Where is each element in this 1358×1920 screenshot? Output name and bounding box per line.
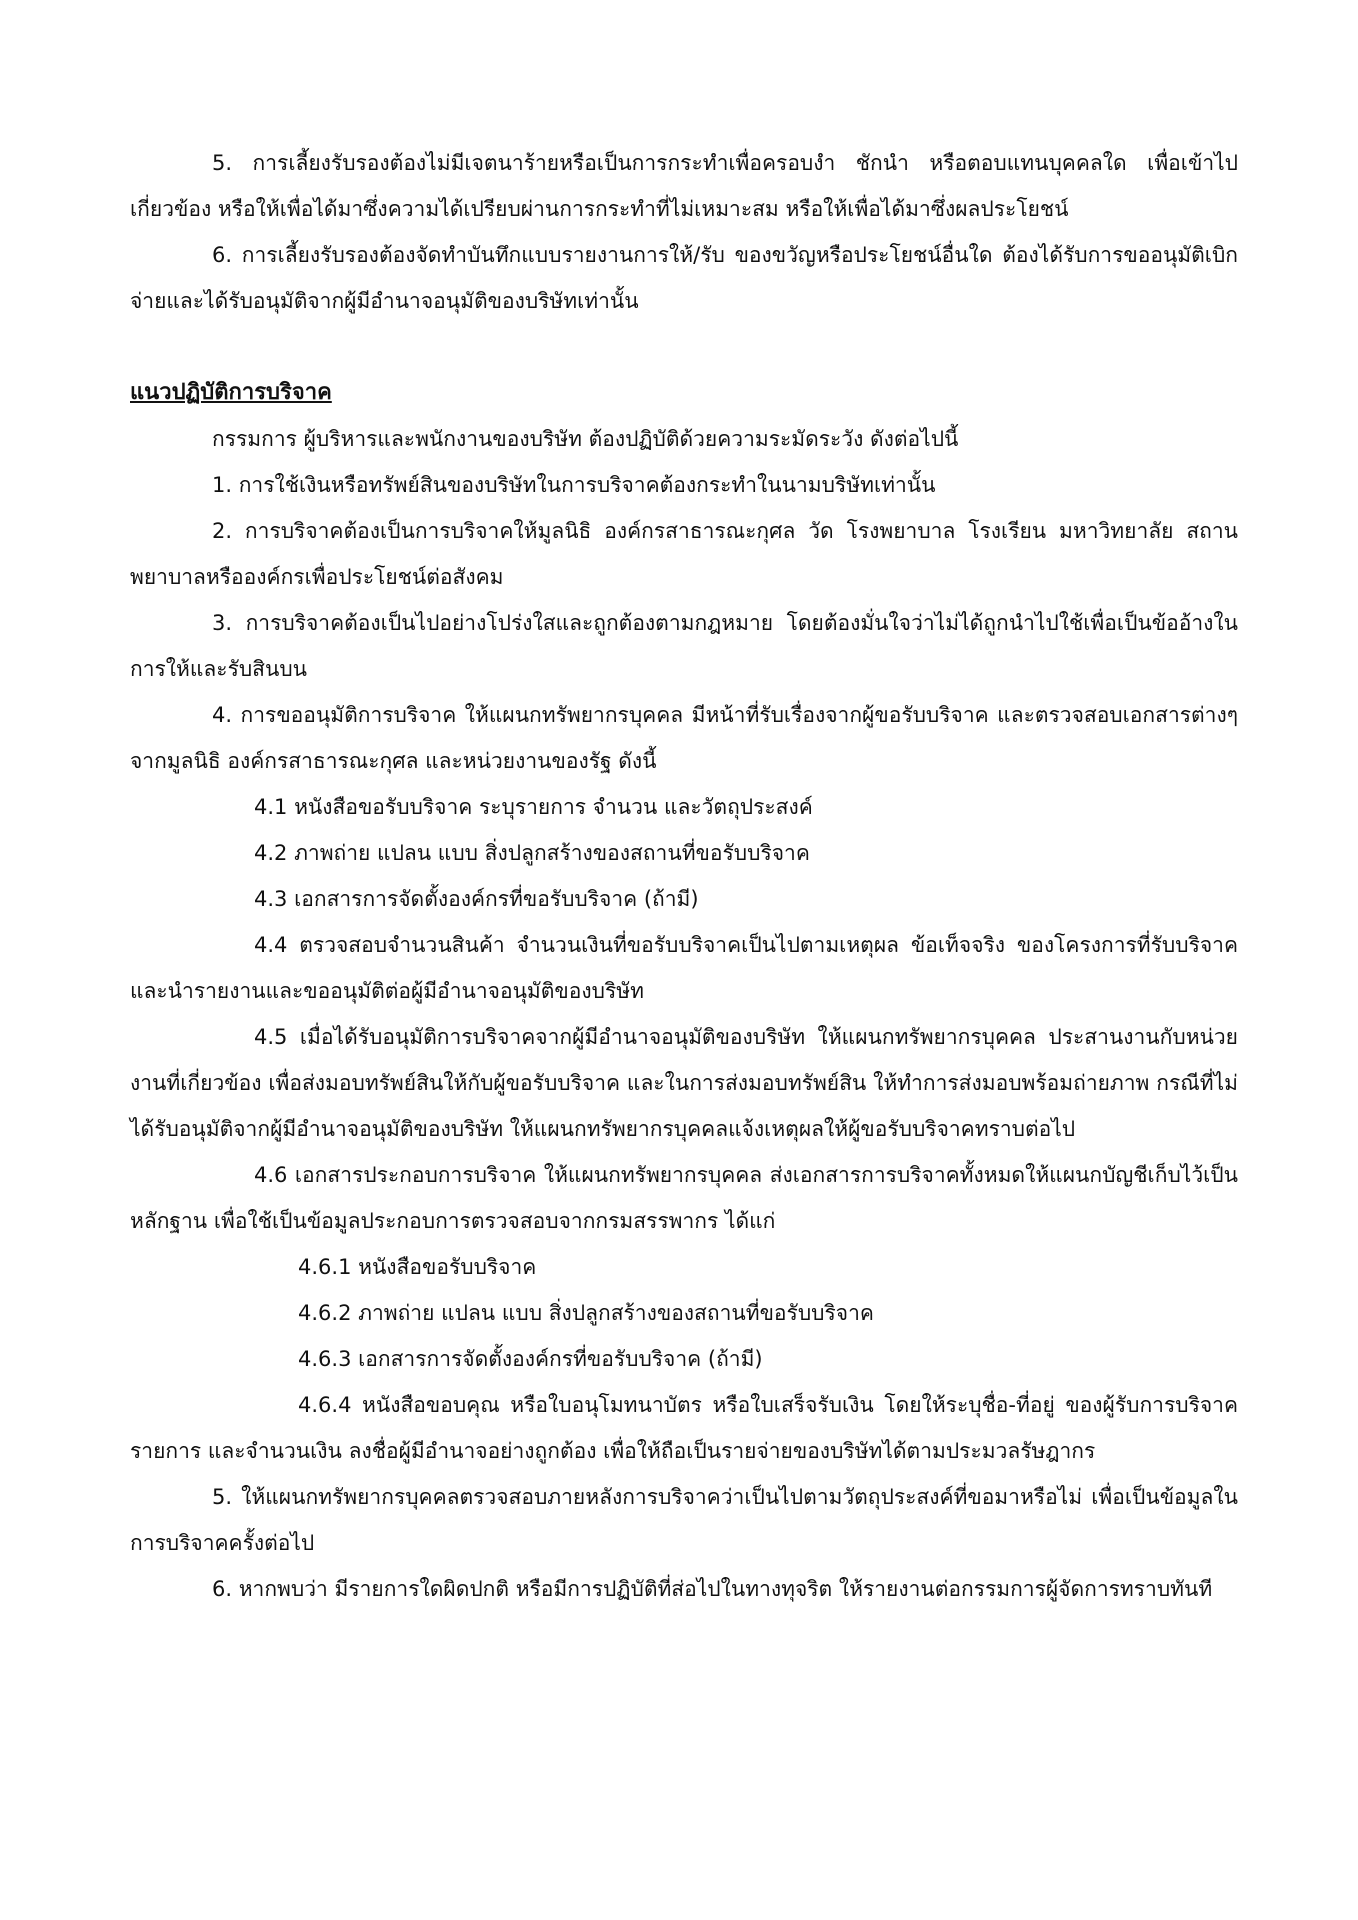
donation-item-6: 6. หากพบว่า มีรายการใดผิดปกติ หรือมีการปฏิบัติที่ส่อไปในทางทุจริต ให้รายงานต่อกรรมการผู้จัดการทราบทันที <box>212 1577 1213 1601</box>
donation-item-4-4: 4.4 ตรวจสอบจำนวนสินค้า จำนวนเงินที่ขอรับบริจาคเป็นไปตามเหตุผล ข้อเท็จจริง ของโครงการที่รับบริจาคและนำรายงานและขออนุมัติต่อผู้มีอำนาจอนุมัติของบริษัท <box>130 933 1238 1003</box>
section-gap <box>130 324 1238 370</box>
donation-item-4-6-4: 4.6.4 หนังสือขอบคุณ หรือใบอนุโมทนาบัตร หรือใบเสร็จรับเงิน โดยให้ระบุชื่อ-ที่อยู่ ของผู้รับการบริจาค รายการ และจำนวนเงิน ลงชื่อผู้มีอำนาจอย่างถูกต้อง เพื่อให้ถือเป็นรายจ่ายของบริษัทได้ตามประมวลรัษฎากร <box>130 1393 1238 1463</box>
donation-item-2: 2. การบริจาคต้องเป็นการบริจาคให้มูลนิธิ องค์กรสาธารณะกุศล วัด โรงพยาบาล โรงเรียน มหาวิทยาลัย สถานพยาบาลหรือองค์กรเพื่อประโยชน์ต่อสังคม <box>130 519 1238 589</box>
document-page <box>130 140 1238 1612</box>
donation-item-4-5: 4.5 เมื่อได้รับอนุมัติการบริจาคจากผู้มีอำนาจอนุมัติของบริษัท ให้แผนกทรัพยากรบุคคล ประสานงานกับหน่วยงานที่เกี่ยวข้อง เพื่อส่งมอบทรัพย์สินให้กับผู้ขอรับบริจาค และในการส่งมอบทรัพย์สิน ให้ทำการส่งมอบพร้อมถ่ายภาพ กรณีที่ไม่ได้รับอนุมัติจากผู้มีอำนาจอนุมัติของบริษัท ให้แผนกทรัพยากรบุคคลแจ้งเหตุผลให้ผู้ขอรับบริจาคทราบต่อไป <box>130 1025 1238 1141</box>
donation-item-4-3: 4.3 เอกสารการจัดตั้งองค์กรที่ขอรับบริจาค (ถ้ามี) <box>254 887 699 911</box>
donation-item-3: 3. การบริจาคต้องเป็นไปอย่างโปร่งใสและถูกต้องตามกฎหมาย โดยต้องมั่นใจว่าไม่ได้ถูกนำไปใช้เพื่อเป็นข้ออ้างในการให้และรับสินบน <box>130 611 1238 681</box>
hospitality-item-6: 6. การเลี้ยงรับรองต้องจัดทำบันทึกแบบรายงานการให้/รับ ของขวัญหรือประโยชน์อื่นใด ต้องได้รับการขออนุมัติเบิกจ่ายและได้รับอนุมัติจากผู้มีอำนาจอนุมัติของบริษัทเท่านั้น <box>130 243 1238 313</box>
donation-item-5: 5. ให้แผนกทรัพยากรบุคคลตรวจสอบภายหลังการบริจาคว่าเป็นไปตามวัตถุประสงค์ที่ขอมาหรือไม่ เพื่อเป็นข้อมูลในการบริจาคครั้งต่อไป <box>130 1485 1238 1555</box>
donation-item-4: 4. การขออนุมัติการบริจาค ให้แผนกทรัพยากรบุคคล มีหน้าที่รับเรื่องจากผู้ขอรับบริจาค และตรวจสอบเอกสารต่างๆ จากมูลนิธิ องค์กรสาธารณะกุศล และหน่วยงานของรัฐ ดังนี้ <box>130 703 1238 773</box>
donation-item-4-6: 4.6 เอกสารประกอบการบริจาค ให้แผนกทรัพยากรบุคคล ส่งเอกสารการบริจาคทั้งหมดให้แผนกบัญชีเก็บไว้เป็นหลักฐาน เพื่อใช้เป็นข้อมูลประกอบการตรวจสอบจากกรมสรรพากร ได้แก่ <box>130 1163 1238 1233</box>
hospitality-item-5: 5. การเลี้ยงรับรองต้องไม่มีเจตนาร้ายหรือเป็นการกระทำเพื่อครอบงำ ชักนำ หรือตอบแทนบุคคลใด เพื่อเข้าไปเกี่ยวข้อง หรือให้เพื่อได้มาซึ่งความได้เปรียบผ่านการกระทำที่ไม่เหมาะสม หรือให้เพื่อได้มาซึ่งผลประโยชน์ <box>130 151 1238 221</box>
donation-item-4-6-1: 4.6.1 หนังสือขอรับบริจาค <box>298 1255 537 1279</box>
donation-item-1: 1. การใช้เงินหรือทรัพย์สินของบริษัทในการบริจาคต้องกระทำในนามบริษัทเท่านั้น <box>212 473 936 497</box>
donation-item-4-6-2: 4.6.2 ภาพถ่าย แปลน แบบ สิ่งปลูกสร้างของสถานที่ขอรับบริจาค <box>298 1301 874 1325</box>
donation-item-4-6-3: 4.6.3 เอกสารการจัดตั้งองค์กรที่ขอรับบริจาค (ถ้ามี) <box>298 1347 763 1371</box>
section-heading: แนวปฏิบัติการบริจาค <box>130 380 332 405</box>
donation-item-4-1: 4.1 หนังสือขอรับบริจาค ระบุรายการ จำนวน และวัตถุประสงค์ <box>254 795 813 819</box>
donation-item-4-2: 4.2 ภาพถ่าย แปลน แบบ สิ่งปลูกสร้างของสถานที่ขอรับบริจาค <box>254 841 810 865</box>
donation-intro: กรรมการ ผู้บริหารและพนักงานของบริษัท ต้องปฏิบัติด้วยความระมัดระวัง ดังต่อไปนี้ <box>212 427 959 451</box>
